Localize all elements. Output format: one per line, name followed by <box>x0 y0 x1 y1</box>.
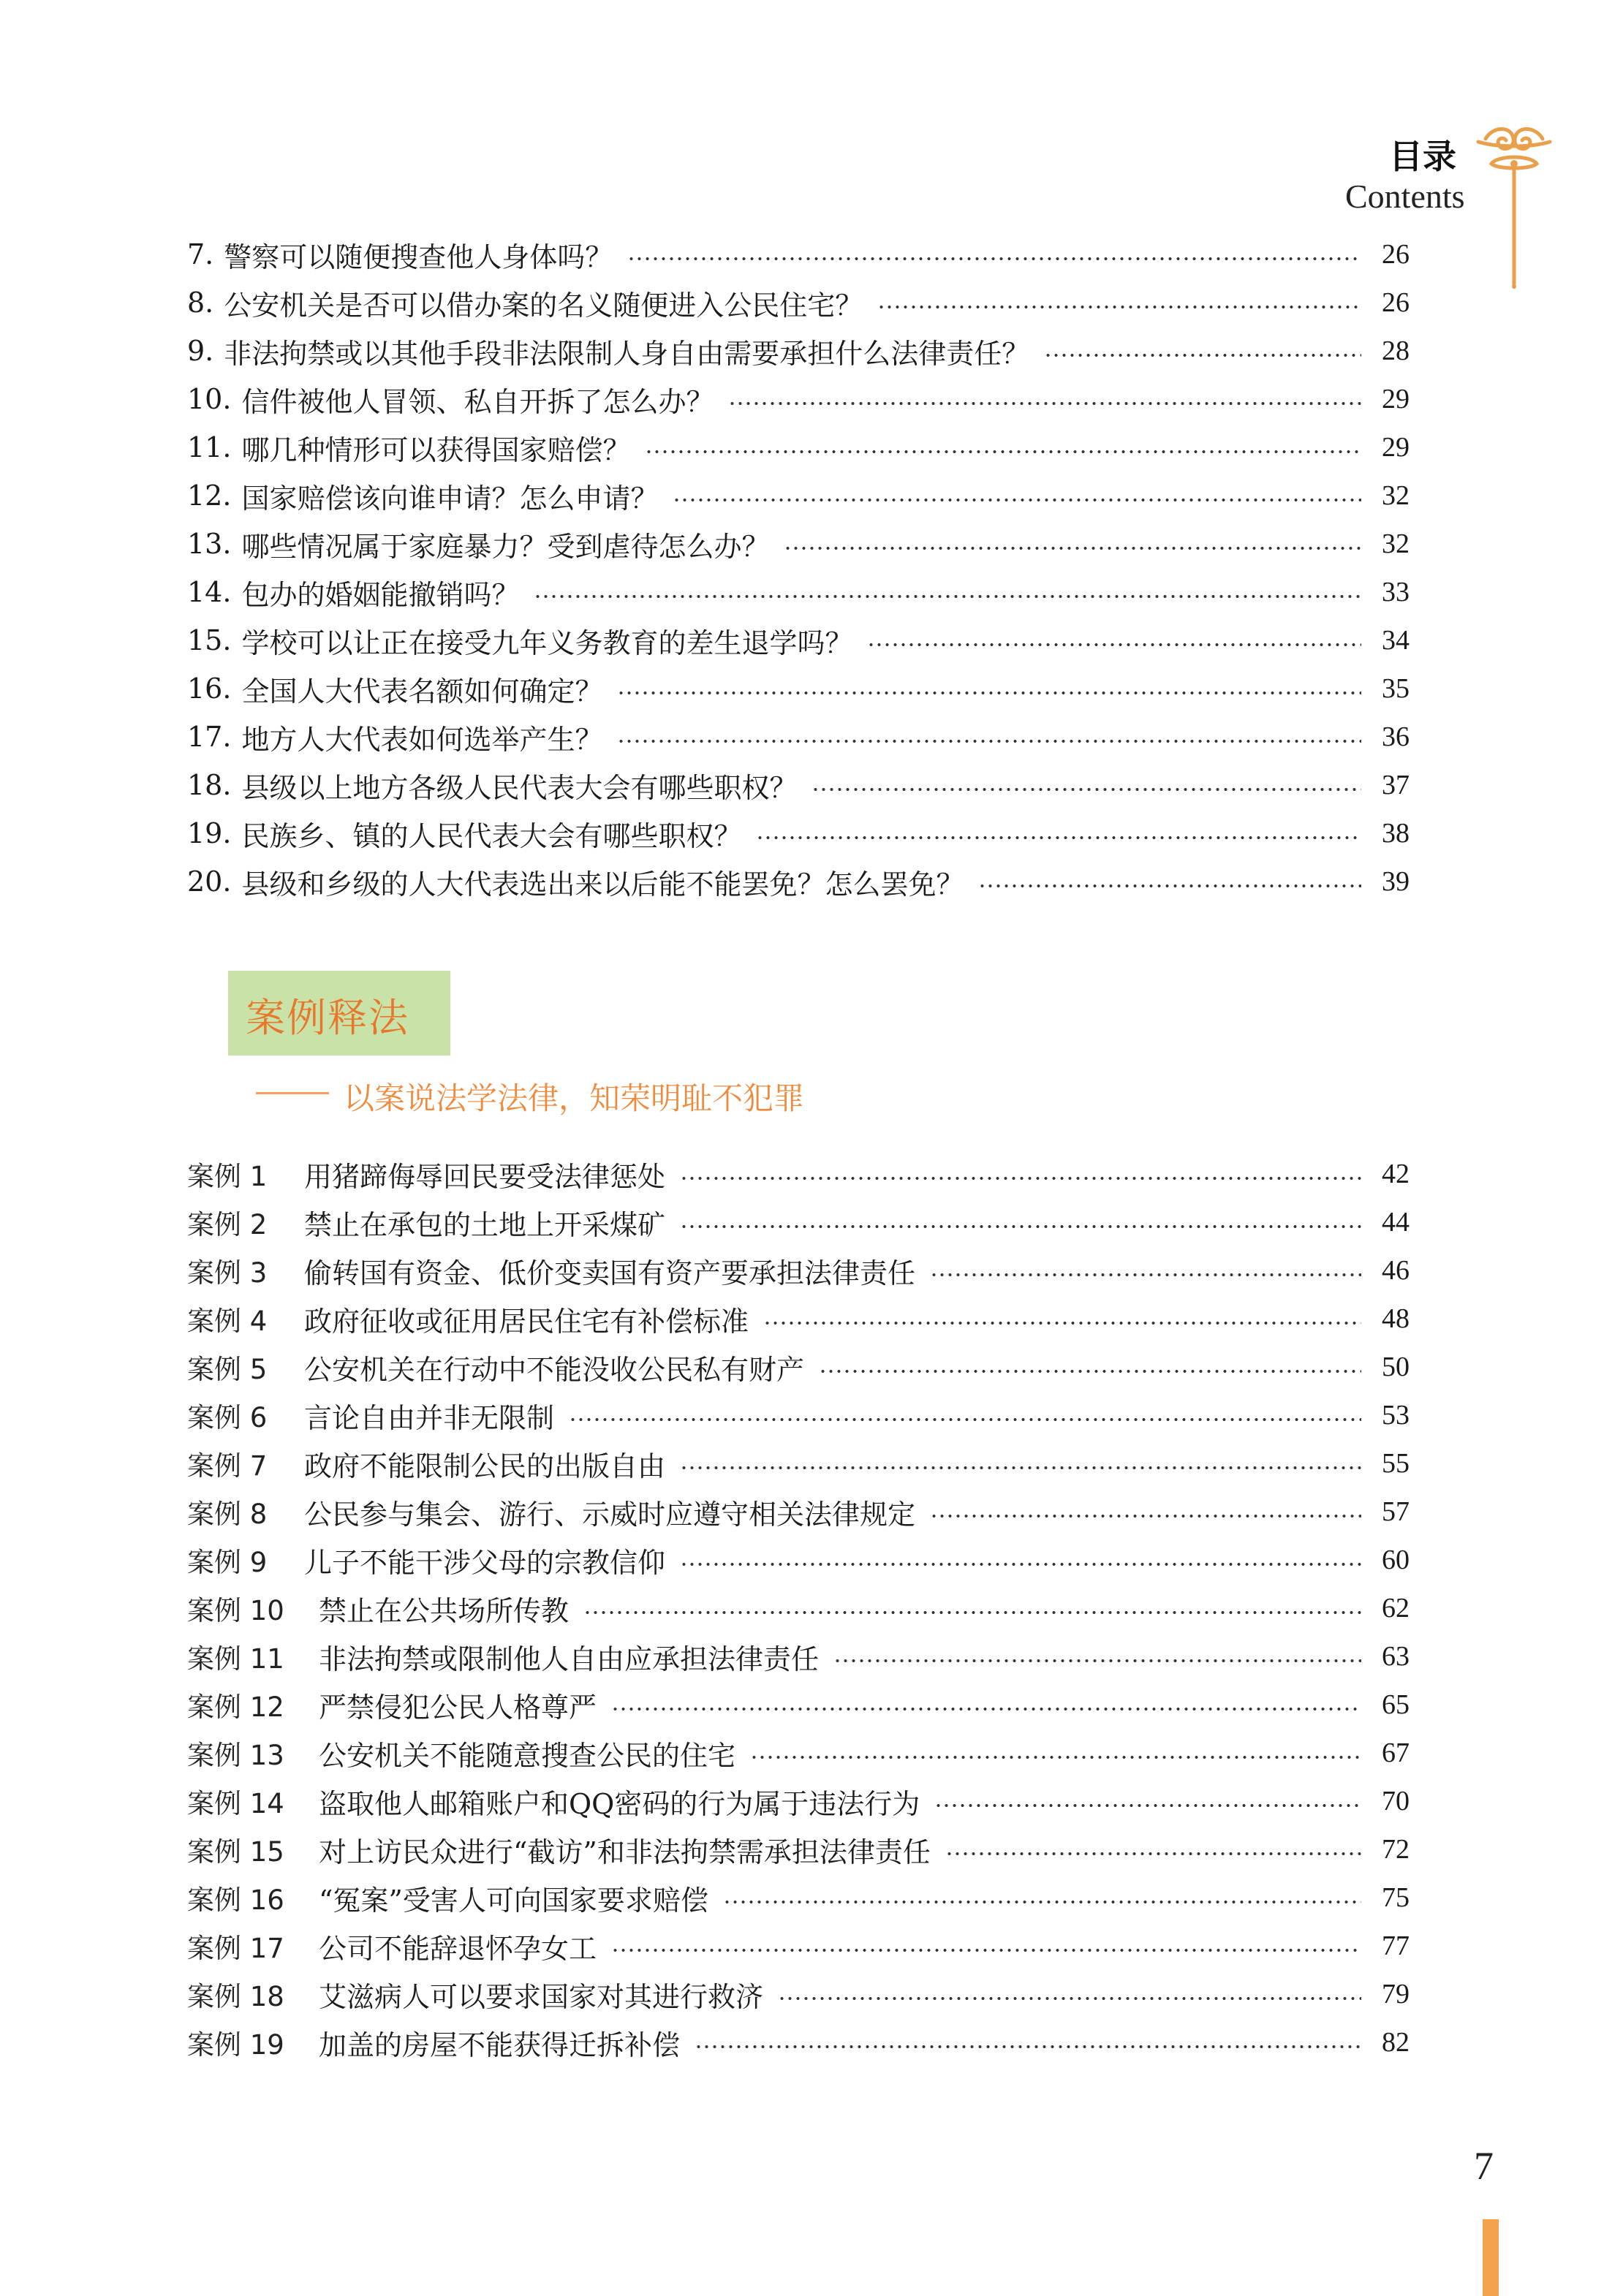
toc-entry-number: 16. <box>187 672 232 705</box>
toc-case-entry[interactable] <box>187 1924 1410 1968</box>
dot-leader <box>819 1368 1361 1374</box>
toc-case-number: 案例 5 <box>187 1354 268 1385</box>
toc-entry[interactable] <box>187 425 1410 469</box>
toc-entry-title: 学校可以让正在接受九年义务教育的差生退学吗？ <box>241 626 853 659</box>
toc-case-title: “冤案”受害人可向国家要求赔偿 <box>319 1884 708 1917</box>
dot-leader <box>673 497 1361 503</box>
toc-case-title: 言论自由并非无限制 <box>304 1401 555 1434</box>
contents-title-cn: 目录 <box>1389 137 1456 176</box>
toc-entry-title: 县级以上地方各级人民代表大会有哪些职权？ <box>241 771 798 804</box>
toc-case-number: 案例 8 <box>187 1499 268 1530</box>
toc-entry-title: 地方人大代表如何选举产生？ <box>241 723 603 756</box>
toc-entry-number: 10. <box>187 383 232 415</box>
toc-case-title: 公司不能辞退怀孕女工 <box>319 1932 597 1965</box>
toc-case-page: 82 <box>1382 2027 1410 2058</box>
toc-case-number: 案例 18 <box>187 1981 284 2012</box>
toc-entry-number: 20. <box>187 865 232 898</box>
dot-leader <box>723 1899 1361 1905</box>
dot-leader <box>763 1320 1361 1326</box>
toc-case-number: 案例 15 <box>187 1836 284 1868</box>
toc-entry-page: 32 <box>1382 480 1410 511</box>
toc-entry-number: 12. <box>187 480 232 512</box>
toc-case-title: 公安机关不能随意搜查公民的住宅 <box>319 1739 736 1772</box>
toc-case-number: 案例 13 <box>187 1740 284 1771</box>
toc-entry[interactable] <box>187 281 1410 325</box>
toc-entry-page: 38 <box>1382 818 1410 849</box>
toc-case-entry[interactable] <box>187 1731 1410 1775</box>
toc-entry-number: 17. <box>187 721 232 753</box>
toc-entry-title: 公安机关是否可以借办案的名义随便进入公民住宅？ <box>224 289 863 322</box>
toc-case-title: 禁止在公共场所传教 <box>319 1594 570 1627</box>
toc-case-entry[interactable] <box>187 1490 1410 1534</box>
toc-entry[interactable] <box>187 667 1410 711</box>
toc-case-entry[interactable] <box>187 1441 1410 1485</box>
toc-entry-title: 哪几种情形可以获得国家赔偿？ <box>241 433 631 466</box>
dot-leader <box>695 2044 1361 2050</box>
toc-entry[interactable] <box>187 377 1410 421</box>
section-title: 案例释法 <box>246 995 409 1041</box>
toc-entry-page: 33 <box>1382 577 1410 607</box>
toc-entry-page: 32 <box>1382 528 1410 559</box>
toc-entry-title: 非法拘禁或以其他手段非法限制人身自由需要承担什么法律责任？ <box>224 337 1030 370</box>
toc-entry-page: 29 <box>1382 384 1410 414</box>
toc-case-entry[interactable] <box>187 1779 1410 1823</box>
dot-leader <box>934 1803 1361 1808</box>
dot-leader <box>569 1417 1361 1422</box>
toc-case-page: 42 <box>1382 1159 1410 1189</box>
toc-case-page: 48 <box>1382 1303 1410 1334</box>
toc-entry-title: 国家赔偿该向谁申请？怎么申请？ <box>241 482 659 515</box>
toc-case-number: 案例 7 <box>187 1450 268 1482</box>
page-number: 7 <box>1474 2144 1494 2188</box>
toc-entry-page: 29 <box>1382 432 1410 463</box>
dot-leader <box>930 1272 1361 1278</box>
toc-case-title: 加盖的房屋不能获得迁拆补偿 <box>319 2028 681 2061</box>
toc-case-page: 65 <box>1382 1689 1410 1720</box>
dot-leader <box>680 1561 1361 1567</box>
toc-entry-number: 19. <box>187 817 232 849</box>
page-edge-bar <box>1483 2219 1499 2296</box>
dot-leader <box>750 1754 1361 1760</box>
toc-entry-number: 18. <box>187 769 232 801</box>
dot-leader <box>627 256 1361 262</box>
toc-case-number: 案例 10 <box>187 1595 284 1626</box>
toc-case-title: 非法拘禁或限制他人自由应承担法律责任 <box>319 1643 820 1675</box>
toc-case-number: 案例 9 <box>187 1547 268 1578</box>
dot-leader <box>583 1610 1361 1615</box>
dot-leader <box>611 1706 1361 1712</box>
toc-case-number: 案例 14 <box>187 1788 284 1819</box>
toc-case-page: 57 <box>1382 1496 1410 1527</box>
toc-case-entry[interactable] <box>187 1876 1410 1920</box>
toc-case-page: 72 <box>1382 1834 1410 1865</box>
toc-entry-number: 14. <box>187 576 232 608</box>
dot-leader <box>978 883 1361 889</box>
dot-leader <box>784 545 1361 551</box>
dot-leader <box>617 690 1361 696</box>
toc-case-title: 严禁侵犯公民人格尊严 <box>319 1691 597 1724</box>
toc-entry-number: 11. <box>187 431 232 463</box>
dot-leader <box>611 1947 1361 1953</box>
toc-case-entry[interactable] <box>187 1297 1410 1341</box>
toc-case-number: 案例 12 <box>187 1691 284 1723</box>
subtitle-dash-line <box>256 1092 329 1094</box>
toc-entry-page: 26 <box>1382 239 1410 270</box>
toc-entry[interactable] <box>187 811 1410 855</box>
toc-case-entry[interactable] <box>187 1634 1410 1678</box>
dot-leader <box>778 1996 1361 2001</box>
toc-case-title: 儿子不能干涉父母的宗教信仰 <box>304 1546 666 1579</box>
toc-case-page: 46 <box>1382 1255 1410 1286</box>
dot-leader <box>945 1851 1361 1857</box>
dot-leader <box>833 1658 1361 1664</box>
toc-case-title: 公民参与集会、游行、示威时应遵守相关法律规定 <box>304 1498 916 1531</box>
toc-case-page: 77 <box>1382 1931 1410 1961</box>
toc-case-title: 政府征收或征用居民住宅有补偿标准 <box>304 1305 749 1338</box>
toc-case-entry[interactable] <box>187 1249 1410 1292</box>
toc-case-entry[interactable] <box>187 1586 1410 1630</box>
toc-case-title: 政府不能限制公民的出版自由 <box>304 1450 666 1482</box>
dot-leader <box>877 304 1361 310</box>
toc-entry[interactable] <box>187 474 1410 518</box>
toc-entry-page: 36 <box>1382 721 1410 752</box>
toc-case-page: 79 <box>1382 1979 1410 2009</box>
toc-entry[interactable] <box>187 715 1410 759</box>
toc-case-number: 案例 11 <box>187 1643 284 1675</box>
toc-case-page: 67 <box>1382 1738 1410 1768</box>
toc-case-number: 案例 4 <box>187 1306 268 1337</box>
toc-entry[interactable] <box>187 329 1410 373</box>
toc-entry-title: 警察可以随便搜查他人身体吗？ <box>224 240 613 273</box>
toc-case-entry[interactable] <box>187 1200 1410 1244</box>
dot-leader <box>1044 352 1361 358</box>
toc-entry-page: 35 <box>1382 673 1410 704</box>
toc-entry-number: 15. <box>187 624 232 656</box>
toc-case-number: 案例 3 <box>187 1257 268 1289</box>
toc-case-entry[interactable] <box>187 1345 1410 1389</box>
scroll-ornament-icon <box>1475 123 1553 291</box>
toc-case-entry[interactable] <box>187 1972 1410 2016</box>
toc-case-page: 53 <box>1382 1400 1410 1431</box>
toc-entry-page: 34 <box>1382 625 1410 656</box>
toc-case-page: 60 <box>1382 1545 1410 1575</box>
toc-case-entry[interactable] <box>187 2020 1410 2064</box>
toc-case-number: 案例 17 <box>187 1933 284 1964</box>
toc-case-entry[interactable] <box>187 1827 1410 1871</box>
toc-case-page: 55 <box>1382 1448 1410 1479</box>
toc-case-title: 偷转国有资金、低价变卖国有资产要承担法律责任 <box>304 1257 916 1289</box>
section-subtitle: 以案说法学法律，知荣明耻不犯罪 <box>344 1080 805 1116</box>
toc-case-number: 案例 6 <box>187 1402 268 1433</box>
toc-case-number: 案例 2 <box>187 1209 268 1240</box>
toc-entry[interactable] <box>187 860 1410 903</box>
toc-case-title: 对上访民众进行“截访”和非法拘禁需承担法律责任 <box>319 1835 931 1868</box>
toc-case-number: 案例 1 <box>187 1161 268 1192</box>
toc-entry-title: 信件被他人冒领、私自开拆了怎么办？ <box>241 385 714 418</box>
toc-entry[interactable] <box>187 570 1410 614</box>
dot-leader <box>812 787 1361 792</box>
dot-leader <box>756 835 1361 841</box>
toc-case-title: 禁止在承包的土地上开采煤矿 <box>304 1208 666 1241</box>
dot-leader <box>534 594 1361 599</box>
toc-entry-page: 26 <box>1382 287 1410 318</box>
toc-entry[interactable] <box>187 763 1410 807</box>
toc-case-title: 艾滋病人可以要求国家对其进行救济 <box>319 1980 764 2013</box>
dot-leader <box>680 1224 1361 1230</box>
toc-case-page: 63 <box>1382 1641 1410 1672</box>
dot-leader <box>867 642 1361 648</box>
toc-case-entry[interactable] <box>187 1152 1410 1196</box>
toc-entry-title: 县级和乡级的人大代表选出来以后能不能罢免？怎么罢免？ <box>241 868 964 901</box>
toc-case-entry[interactable] <box>187 1393 1410 1437</box>
toc-entry-number: 8. <box>187 287 214 319</box>
toc-case-page: 50 <box>1382 1352 1410 1382</box>
toc-entry-title: 哪些情况属于家庭暴力？受到虐待怎么办？ <box>241 530 770 563</box>
toc-case-number: 案例 16 <box>187 1884 284 1916</box>
toc-entry[interactable] <box>187 618 1410 662</box>
dot-leader <box>617 738 1361 744</box>
toc-case-entry[interactable] <box>187 1538 1410 1582</box>
toc-entry-page: 28 <box>1382 336 1410 366</box>
toc-entry-number: 13. <box>187 528 232 560</box>
toc-entry-title: 民族乡、镇的人民代表大会有哪些职权？ <box>241 819 742 852</box>
dot-leader <box>728 401 1361 406</box>
toc-entry[interactable] <box>187 522 1410 566</box>
toc-entry-number: 9. <box>187 335 214 367</box>
toc-entry-title: 包办的婚姻能撤销吗？ <box>241 578 520 611</box>
toc-case-entry[interactable] <box>187 1683 1410 1727</box>
dot-leader <box>680 1175 1361 1181</box>
toc-case-page: 44 <box>1382 1207 1410 1238</box>
dot-leader <box>930 1513 1361 1519</box>
toc-entry-number: 7. <box>187 238 214 270</box>
toc-case-page: 62 <box>1382 1593 1410 1624</box>
toc-entry[interactable] <box>187 232 1410 276</box>
toc-entry-page: 37 <box>1382 770 1410 800</box>
toc-case-title: 用猪蹄侮辱回民要受法律惩处 <box>304 1160 666 1193</box>
toc-entry-title: 全国人大代表名额如何确定？ <box>241 675 603 708</box>
contents-title-en: Contents <box>1345 178 1465 215</box>
toc-case-number: 案例 19 <box>187 2029 284 2061</box>
toc-case-page: 70 <box>1382 1786 1410 1816</box>
dot-leader <box>645 449 1361 455</box>
toc-case-title: 公安机关在行动中不能没收公民私有财产 <box>304 1353 805 1386</box>
toc-case-title: 盗取他人邮箱账户和QQ密码的行为属于违法行为 <box>319 1787 920 1820</box>
toc-case-page: 75 <box>1382 1882 1410 1913</box>
dot-leader <box>680 1465 1361 1471</box>
toc-entry-page: 39 <box>1382 866 1410 897</box>
